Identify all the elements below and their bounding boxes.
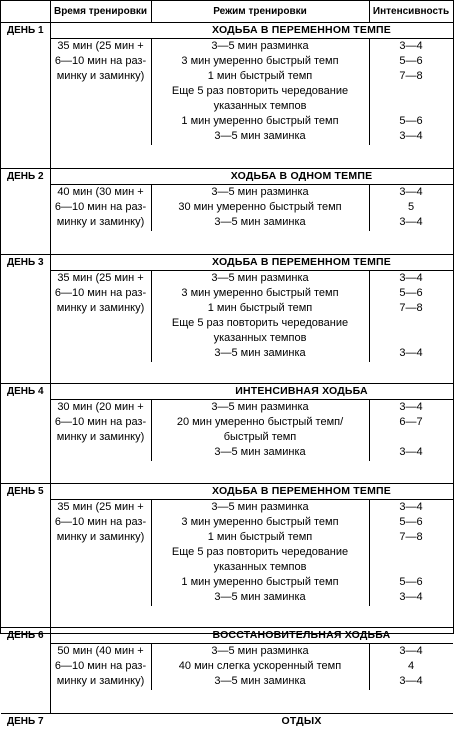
duration-cell xyxy=(50,185,151,230)
duration-line: 6—10 мин на раз- xyxy=(54,201,147,213)
intensity-cell xyxy=(369,185,453,230)
intensity-line: 5 xyxy=(407,201,415,213)
day-label: ДЕНЬ 2 xyxy=(7,171,44,182)
mode-line: 3—5 мин заминка xyxy=(214,446,306,458)
mode-cell xyxy=(151,185,369,230)
column-divider xyxy=(50,483,51,627)
column-divider xyxy=(369,1,370,22)
header-mode: Режим тренировки xyxy=(213,6,307,17)
duration-line: 50 мин (40 мин + xyxy=(57,645,144,657)
day-title: ОТДЫХ xyxy=(281,715,322,727)
mode-line: 3 мин умеренно быстрый темп xyxy=(181,55,339,67)
column-divider xyxy=(50,22,51,168)
duration-line: минку и заминку) xyxy=(56,675,145,687)
mode-line: 3—5 мин заминка xyxy=(214,216,306,228)
mode-line: 40 мин слегка ускоренный темп xyxy=(178,660,342,672)
mode-cell xyxy=(151,644,369,689)
duration-line: 35 мин (25 мин + xyxy=(57,40,144,52)
day-title: ИНТЕНСИВНАЯ ХОДЬБА xyxy=(235,385,368,397)
intensity-cell xyxy=(369,271,453,361)
mode-line: Еще 5 раз повторить чередование xyxy=(171,85,349,97)
column-divider xyxy=(50,627,51,713)
intensity-line: 6—7 xyxy=(399,416,423,428)
intensity-line xyxy=(369,331,453,346)
duration-line: 6—10 мин на раз- xyxy=(54,516,147,528)
column-divider xyxy=(151,499,152,606)
intensity-line: 3—4 xyxy=(399,675,423,687)
duration-line: 6—10 мин на раз- xyxy=(54,660,147,672)
mode-line: 1 мин умеренно быстрый темп xyxy=(181,576,339,588)
intensity-line: 4 xyxy=(407,660,415,672)
mode-line: 3—5 мин разминка xyxy=(211,186,309,198)
duration-line: минку и заминку) xyxy=(56,216,145,228)
day-label: ДЕНЬ 7 xyxy=(7,716,44,727)
column-divider xyxy=(369,270,370,362)
duration-cell xyxy=(50,644,151,689)
mode-cell xyxy=(151,500,369,605)
day-label: ДЕНЬ 4 xyxy=(7,386,44,397)
column-divider xyxy=(151,270,152,362)
intensity-line: 3—4 xyxy=(399,40,423,52)
column-divider xyxy=(369,38,370,145)
mode-line: 1 мин быстрый темп xyxy=(207,302,313,314)
duration-line: минку и заминку) xyxy=(56,302,145,314)
mode-line: 3—5 мин разминка xyxy=(211,272,309,284)
duration-line: минку и заминку) xyxy=(56,70,145,82)
intensity-line xyxy=(369,316,453,331)
intensity-line: 3—4 xyxy=(399,347,423,359)
intensity-line: 3—4 xyxy=(399,272,423,284)
day-title: ХОДЬБА В ОДНОМ ТЕМПЕ xyxy=(230,170,373,182)
mode-line: 3—5 мин разминка xyxy=(211,401,309,413)
mode-line: 3 мин умеренно быстрый темп xyxy=(181,516,339,528)
intensity-line: 7—8 xyxy=(399,70,423,82)
mode-line: 1 мин быстрый темп xyxy=(207,531,313,543)
intensity-cell xyxy=(369,500,453,605)
intensity-line: 3—4 xyxy=(399,591,423,603)
mode-line: 3 мин умеренно быстрый темп xyxy=(181,287,339,299)
duration-line: 6—10 мин на раз- xyxy=(54,287,147,299)
column-divider xyxy=(151,38,152,145)
column-divider xyxy=(50,383,51,483)
mode-line: 1 мин умеренно быстрый темп xyxy=(181,115,339,127)
mode-line: указанных темпов xyxy=(213,332,307,344)
intensity-cell xyxy=(369,39,453,144)
duration-line: минку и заминку) xyxy=(56,431,145,443)
intensity-line xyxy=(369,99,453,114)
intensity-line: 5—6 xyxy=(399,287,423,299)
duration-cell xyxy=(50,39,151,84)
duration-cell xyxy=(50,400,151,445)
intensity-line: 3—4 xyxy=(399,446,423,458)
duration-line: 40 мин (30 мин + xyxy=(57,186,144,198)
mode-line: 3—5 мин заминка xyxy=(214,591,306,603)
intensity-line: 3—4 xyxy=(399,501,423,513)
duration-cell xyxy=(50,500,151,545)
intensity-line: 3—4 xyxy=(399,401,423,413)
intensity-line: 7—8 xyxy=(399,531,423,543)
intensity-line: 5—6 xyxy=(399,576,423,588)
column-divider xyxy=(50,254,51,383)
mode-line: 3—5 мин заминка xyxy=(214,675,306,687)
mode-line: 1 мин быстрый темп xyxy=(207,70,313,82)
intensity-cell xyxy=(369,400,453,460)
mode-line: 3—5 мин разминка xyxy=(211,40,309,52)
duration-line: минку и заминку) xyxy=(56,531,145,543)
duration-line: 6—10 мин на раз- xyxy=(54,55,147,67)
intensity-line: 5—6 xyxy=(399,516,423,528)
column-divider xyxy=(151,399,152,461)
mode-line: быстрый темп xyxy=(223,431,297,443)
mode-cell xyxy=(151,39,369,144)
mode-line: 3—5 мин заминка xyxy=(214,347,306,359)
day-title: ХОДЬБА В ПЕРЕМЕННОМ ТЕМПЕ xyxy=(212,256,391,268)
mode-line: указанных темпов xyxy=(213,561,307,573)
intensity-line: 5—6 xyxy=(399,115,423,127)
mode-line: указанных темпов xyxy=(213,100,307,112)
day-label: ДЕНЬ 1 xyxy=(7,25,44,36)
intensity-cell xyxy=(369,644,453,689)
column-divider xyxy=(369,184,370,231)
column-divider xyxy=(50,168,51,254)
column-divider xyxy=(151,643,152,690)
intensity-line: 3—4 xyxy=(399,645,423,657)
intensity-line: 3—4 xyxy=(399,216,423,228)
duration-line: 30 мин (20 мин + xyxy=(57,401,144,413)
mode-line: 30 мин умеренно быстрый темп xyxy=(178,201,342,213)
day-label: ДЕНЬ 3 xyxy=(7,257,44,268)
intensity-line: 7—8 xyxy=(399,302,423,314)
day-title: ХОДЬБА В ПЕРЕМЕННОМ ТЕМПЕ xyxy=(212,24,391,36)
intensity-line: 3—4 xyxy=(399,186,423,198)
intensity-line xyxy=(369,560,453,575)
intensity-line: 3—4 xyxy=(399,130,423,142)
column-divider xyxy=(369,643,370,690)
duration-cell xyxy=(50,271,151,316)
mode-line: 20 мин умеренно быстрый темп/ xyxy=(176,416,344,428)
column-divider xyxy=(151,184,152,231)
column-divider xyxy=(50,1,51,22)
intensity-line xyxy=(369,84,453,99)
day-title: ВОССТАНОВИТЕЛЬНАЯ ХОДЬБА xyxy=(212,629,391,641)
day-label: ДЕНЬ 6 xyxy=(7,630,44,641)
day-title: ХОДЬБА В ПЕРЕМЕННОМ ТЕМПЕ xyxy=(212,485,391,497)
duration-line: 35 мин (25 мин + xyxy=(57,501,144,513)
intensity-line: 5—6 xyxy=(399,55,423,67)
mode-line: 3—5 мин заминка xyxy=(214,130,306,142)
intensity-line xyxy=(369,430,453,445)
header-time: Время тренировки xyxy=(53,6,148,17)
mode-cell xyxy=(151,271,369,361)
column-divider xyxy=(369,399,370,461)
mode-line: Еще 5 раз повторить чередование xyxy=(171,546,349,558)
mode-line: 3—5 мин разминка xyxy=(211,501,309,513)
mode-line: Еще 5 раз повторить чередование xyxy=(171,317,349,329)
day-label: ДЕНЬ 5 xyxy=(7,486,44,497)
mode-line: 3—5 мин разминка xyxy=(211,645,309,657)
duration-line: 6—10 мин на раз- xyxy=(54,416,147,428)
mode-cell xyxy=(151,400,369,460)
column-divider xyxy=(151,1,152,22)
header-intensity: Интенсивность xyxy=(372,6,450,17)
column-divider xyxy=(369,499,370,606)
duration-line: 35 мин (25 мин + xyxy=(57,272,144,284)
intensity-line xyxy=(369,545,453,560)
